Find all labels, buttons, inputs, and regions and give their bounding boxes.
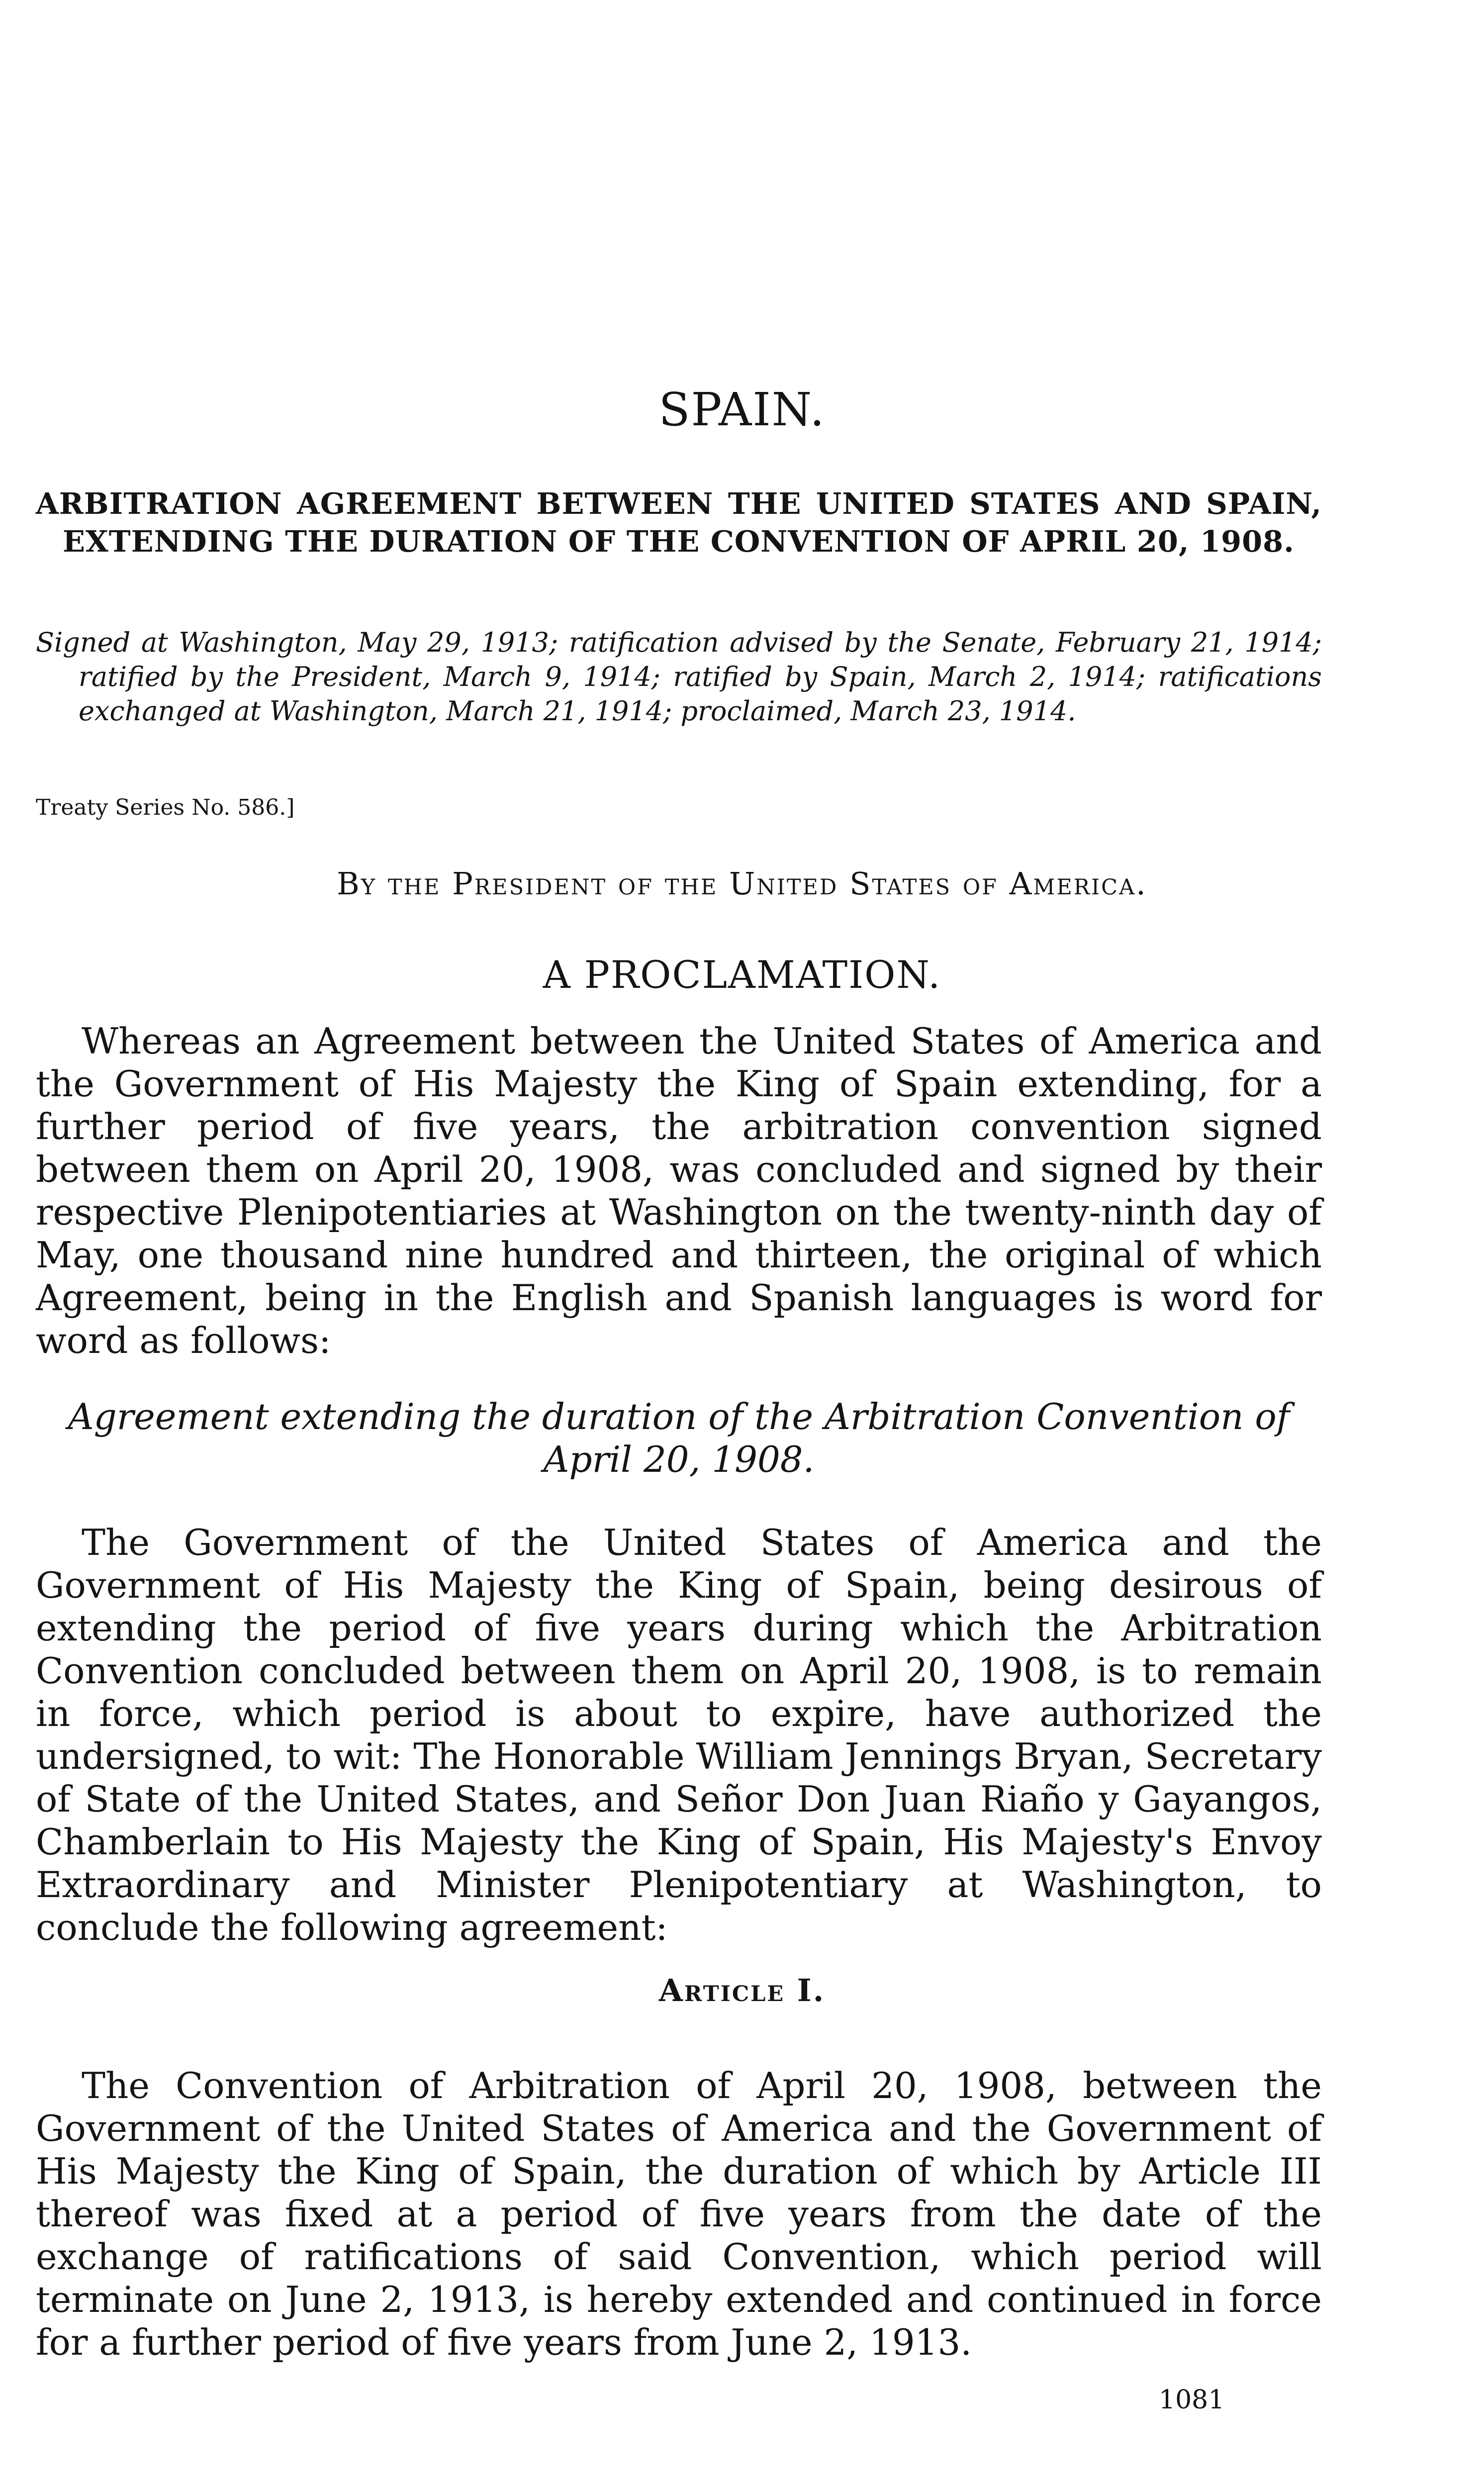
whereas-paragraph: Whereas an Agreement between the United States of America and the Government of His Majesty the King of Spain extending, for a further period of five years, the arbitration convention signed between them on April 20, 1908, was concluded and signed by their respective Plenipotentiaries at Washington on the twenty-ninth day of May, one thousand nine hundred and thirteen, the original of which Agreement, being in the English and Spanish languages is word for word as follows: [36, 1020, 1322, 1361]
page-number: 1081 [1159, 2385, 1225, 2415]
signing-details: Signed at Washington, May 29, 1913; ratification advised by the Senate, February 21, 1914; ratified by the President, March 9, 1914; ratified by Spain, March 2, 1914; ratifications exchanged at Washington, March 21, 1914; proclaimed, March 23, 1914. [36, 627, 1322, 727]
treaty-series-number: Treaty Series No. 586.] [36, 795, 295, 820]
agreement-title: Agreement extending the duration of the Arbitration Convention of April 20, 1908. [68, 1396, 1290, 1480]
article-heading: Article I. [658, 1972, 826, 2009]
preamble-paragraph: The Government of the United States of America and the Government of His Majesty the King of Spain, being desirous of extending the period of five years during which the Arbitration Convention concluded between them on April 20, 1908, is to remain in force, which period is about to expire, have authorized the undersigned, to wit: The Honorable William Jennings Bryan, Secretary of State of the United States, and Señor Don Juan Riaño y Gayangos, Chamberlain to His Majesty the King of Spain, His Majesty's Envoy Extraordinary and Minister Plenipotentiary at Washington, to conclude the following agreement: [36, 1522, 1322, 1948]
president-line-text: By the President of the United States of America. [337, 865, 1147, 902]
page-title: SPAIN. [658, 383, 826, 436]
proclamation-heading: A PROCLAMATION. [543, 953, 941, 997]
president-line [0, 865, 1484, 902]
article-one-paragraph: The Convention of Arbitration of April 20, 1908, between the Government of the United States of America and the Government of His Majesty the King of Spain, the duration of which by Article III thereof was fixed at a period of five years from the date of the exchange of ratifications of said Convention, which period will terminate on June 2, 1913, is hereby extended and continued in force for a further period of five years from June 2, 1913. [36, 2065, 1322, 2363]
agreement-heading: ARBITRATION AGREEMENT BETWEEN THE UNITED STATES AND SPAIN, EXTENDING THE DURATION OF THE CONVENTION OF APRIL 20, 1908. [36, 486, 1322, 559]
